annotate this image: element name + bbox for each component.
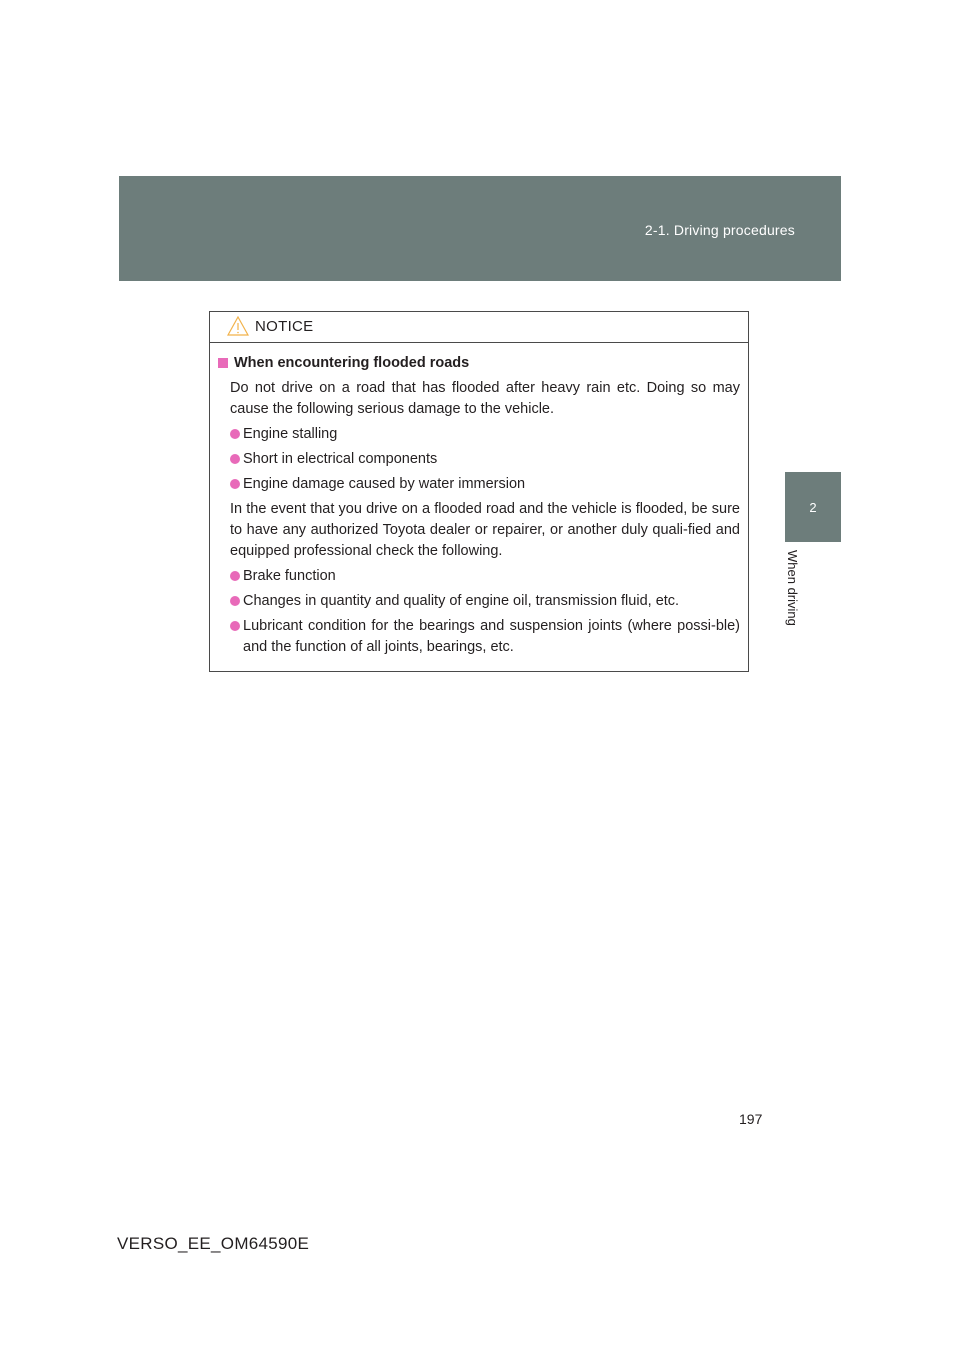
notice-body [210, 343, 748, 658]
warning-triangle-icon [227, 316, 249, 336]
list-item-text: Brake function [243, 568, 336, 584]
list-item-text: Engine stalling [243, 426, 338, 442]
document-code: VERSO_EE_OM64590E [117, 1234, 310, 1253]
header-band [119, 176, 841, 281]
list-item [218, 616, 740, 658]
page-number: 197 [739, 1111, 763, 1127]
bullet-dot-icon [230, 571, 240, 581]
chapter-label: When driving [785, 550, 800, 626]
notice-label: NOTICE [255, 318, 314, 335]
list-item [218, 474, 740, 495]
list-item [218, 591, 740, 612]
bullet-dot-icon [230, 479, 240, 489]
bullet-dot-icon [230, 621, 240, 631]
notice-followup: In the event that you drive on a flooded road and the vehicle is flooded, be sure to have any authorized Toyota dealer or repairer, or another duly quali-fied and equipped professional check the following. [230, 501, 740, 559]
list-item-text: Lubricant condition for the bearings and suspension joints (where possi-ble) and the function of all joints, bearings, etc. [243, 618, 740, 655]
chapter-tab [785, 472, 841, 542]
section-title: 2-1. Driving procedures [644, 222, 795, 238]
list-item-text: Short in electrical components [243, 451, 438, 467]
chapter-number: 2 [809, 500, 817, 515]
bullet-dot-icon [230, 454, 240, 464]
chapter-label-container [785, 550, 803, 640]
notice-intro: Do not drive on a road that has flooded after heavy rain etc. Doing so may cause the following serious damage to the vehicle. [230, 380, 740, 417]
list-item-text: Changes in quantity and quality of engine oil, transmission fluid, etc. [243, 593, 680, 609]
bullet-dot-icon [230, 596, 240, 606]
list-item [218, 424, 740, 445]
list-item-text: Engine damage caused by water immersion [243, 476, 526, 492]
notice-subheading: When encountering flooded roads [218, 353, 740, 374]
list-item [218, 449, 740, 470]
bullet-dot-icon [230, 429, 240, 439]
notice-header [210, 312, 748, 343]
list-item [218, 566, 740, 587]
notice-box [209, 311, 749, 672]
